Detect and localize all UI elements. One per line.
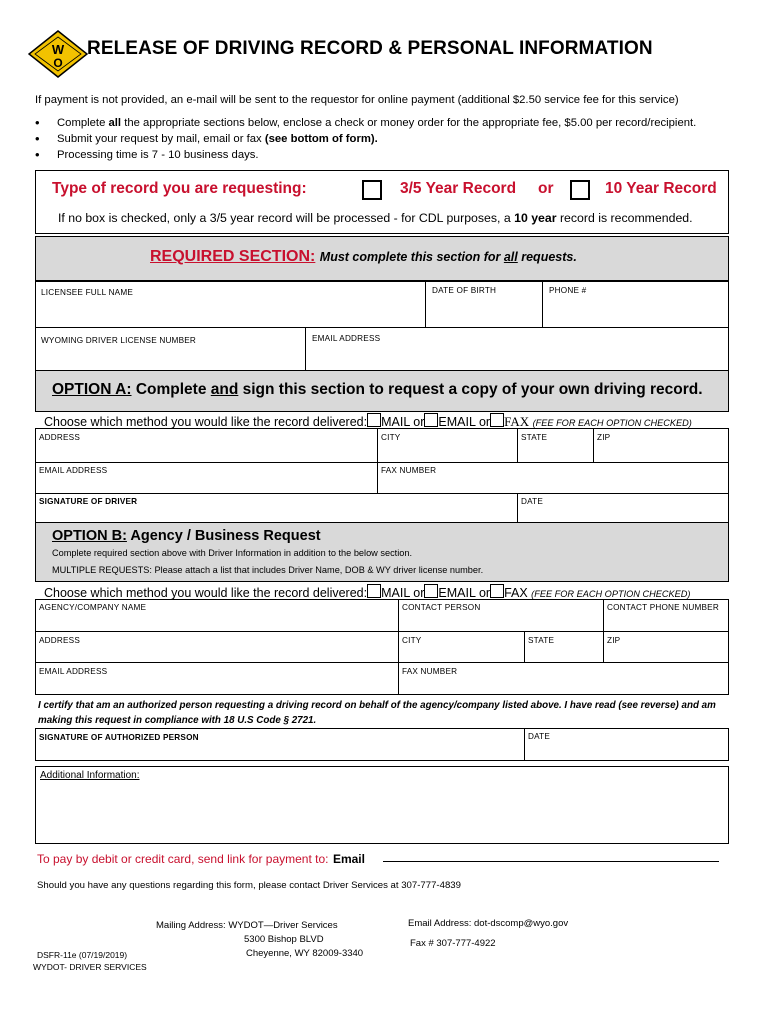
record-type-label: Type of record you are requesting: bbox=[52, 180, 307, 197]
mailing-address-city: Cheyenne, WY 82009-3340 bbox=[246, 948, 364, 959]
agency-name-field[interactable]: AGENCY/COMPANY NAME bbox=[35, 599, 399, 632]
option-a-zip-field[interactable]: ZIP bbox=[593, 428, 729, 463]
authorized-signature-field[interactable]: SIGNATURE OF AUTHORIZED PERSON bbox=[35, 728, 525, 761]
license-number-field[interactable]: WYOMING DRIVER LICENSE NUMBER bbox=[35, 327, 306, 371]
option-a-fax-checkbox[interactable] bbox=[490, 413, 504, 427]
questions-text: Should you have any questions regarding this form, please contact Driver Services at 307-777-4839 bbox=[37, 880, 461, 891]
option-b-fax-field[interactable]: FAX NUMBER bbox=[398, 662, 729, 695]
ten-year-checkbox[interactable] bbox=[570, 180, 590, 200]
fax-number-text: Fax # 307-777-4922 bbox=[410, 938, 496, 949]
option-a-fax-field[interactable]: FAX NUMBER bbox=[377, 462, 729, 494]
three-five-year-checkbox[interactable] bbox=[362, 180, 382, 200]
option-a-delivery: Choose which method you would like the record delivered: MAIL or EMAIL or FAX (FEE FOR EACH OPTION CHECKED) bbox=[44, 414, 692, 429]
email-address-text: Email Address: dot-dscomp@wyo.gov bbox=[408, 918, 569, 929]
option-b-state-field[interactable]: STATE bbox=[524, 631, 604, 663]
form-id: DSFR-11e (07/19/2019) bbox=[37, 950, 128, 960]
option-b-zip-field[interactable]: ZIP bbox=[603, 631, 729, 663]
wydot-logo bbox=[28, 30, 88, 78]
option-b-address-field[interactable]: ADDRESS bbox=[35, 631, 399, 663]
instruction-item: • Processing time is 7 - 10 business days. bbox=[35, 147, 696, 163]
option-b-instruction: Complete required section above with Driver Information in addition to the below section. bbox=[52, 548, 413, 558]
instruction-item: • Submit your request by mail, email or fax (see bottom of form). bbox=[35, 131, 696, 147]
intro-text: If payment is not provided, an e-mail will be sent to the requestor for online payment (additional $2.50 service fee for this service) bbox=[35, 94, 679, 106]
dob-field[interactable]: DATE OF BIRTH bbox=[425, 281, 543, 328]
option-b-date-field[interactable]: DATE bbox=[524, 728, 729, 761]
required-email-field[interactable]: EMAIL ADDRESS bbox=[305, 327, 729, 371]
option-a-email-field[interactable]: EMAIL ADDRESS bbox=[35, 462, 378, 494]
option-b-delivery: Choose which method you would like the record delivered: MAIL or EMAIL or FAX (FEE FOR EACH OPTION CHECKED) bbox=[44, 586, 691, 600]
option-b-multiple-note: MULTIPLE REQUESTS: Please attach a list that includes Driver Name, DOB & WY driver license number. bbox=[52, 565, 484, 575]
mailing-address-street: 5300 Bishop BLVD bbox=[244, 934, 324, 945]
payment-line: To pay by debit or credit card, send link for payment to: Email bbox=[37, 852, 365, 866]
record-type-note: If no box is checked, only a 3/5 year record will be processed - for CDL purposes, a 10 year record is recommended. bbox=[58, 211, 693, 225]
contact-person-field[interactable]: CONTACT PERSON bbox=[398, 599, 604, 632]
option-a-mail-checkbox[interactable] bbox=[367, 413, 381, 427]
three-five-year-label: 3/5 Year Record bbox=[400, 180, 517, 197]
instructions-list bbox=[35, 115, 696, 163]
department-name: WYDOT- DRIVER SERVICES bbox=[33, 962, 147, 972]
option-a-state-field[interactable]: STATE bbox=[517, 428, 594, 463]
certification-statement: I certify that am an authorized person requesting a driving record on behalf of the agency/company listed above. I have read (see reverse) and am making this request in compliance with 18 U.S Code § 2721. bbox=[38, 700, 716, 726]
option-a-heading: OPTION A: Complete and sign this section to request a copy of your own driving record. bbox=[52, 381, 703, 398]
option-b-email-field[interactable]: EMAIL ADDRESS bbox=[35, 662, 399, 695]
option-b-fax-checkbox[interactable] bbox=[490, 584, 504, 598]
contact-phone-field[interactable]: CONTACT PHONE NUMBER bbox=[603, 599, 729, 632]
option-a-email-checkbox[interactable] bbox=[424, 413, 438, 427]
option-b-email-checkbox[interactable] bbox=[424, 584, 438, 598]
driver-signature-field[interactable]: SIGNATURE OF DRIVER bbox=[35, 493, 518, 523]
option-a-city-field[interactable]: CITY bbox=[377, 428, 518, 463]
ten-year-label: 10 Year Record bbox=[605, 180, 717, 197]
page-title: RELEASE OF DRIVING RECORD & PERSONAL INFORMATION bbox=[87, 38, 653, 59]
option-b-mail-checkbox[interactable] bbox=[367, 584, 381, 598]
required-heading: REQUIRED SECTION: Must complete this section for all requests. bbox=[150, 248, 577, 265]
licensee-name-field[interactable]: LICENSEE FULL NAME bbox=[35, 281, 426, 328]
logo-letter-top: W bbox=[51, 42, 65, 57]
additional-info-field[interactable]: Additional Information: bbox=[35, 766, 729, 844]
phone-field[interactable]: PHONE # bbox=[542, 281, 729, 328]
instruction-item: • Complete all the appropriate sections below, enclose a check or money order for the appropriate fee, $5.00 per record/recipient. bbox=[35, 115, 696, 131]
logo-letter-bottom: O bbox=[53, 56, 63, 70]
payment-email-input[interactable] bbox=[383, 861, 719, 862]
option-b-city-field[interactable]: CITY bbox=[398, 631, 525, 663]
option-a-date-field[interactable]: DATE bbox=[517, 493, 729, 523]
option-b-heading: OPTION B: Agency / Business Request bbox=[52, 528, 321, 544]
or-label: or bbox=[538, 180, 554, 197]
option-a-address-field[interactable]: ADDRESS bbox=[35, 428, 378, 463]
mailing-address-label: Mailing Address: WYDOT—Driver Services bbox=[156, 920, 338, 931]
